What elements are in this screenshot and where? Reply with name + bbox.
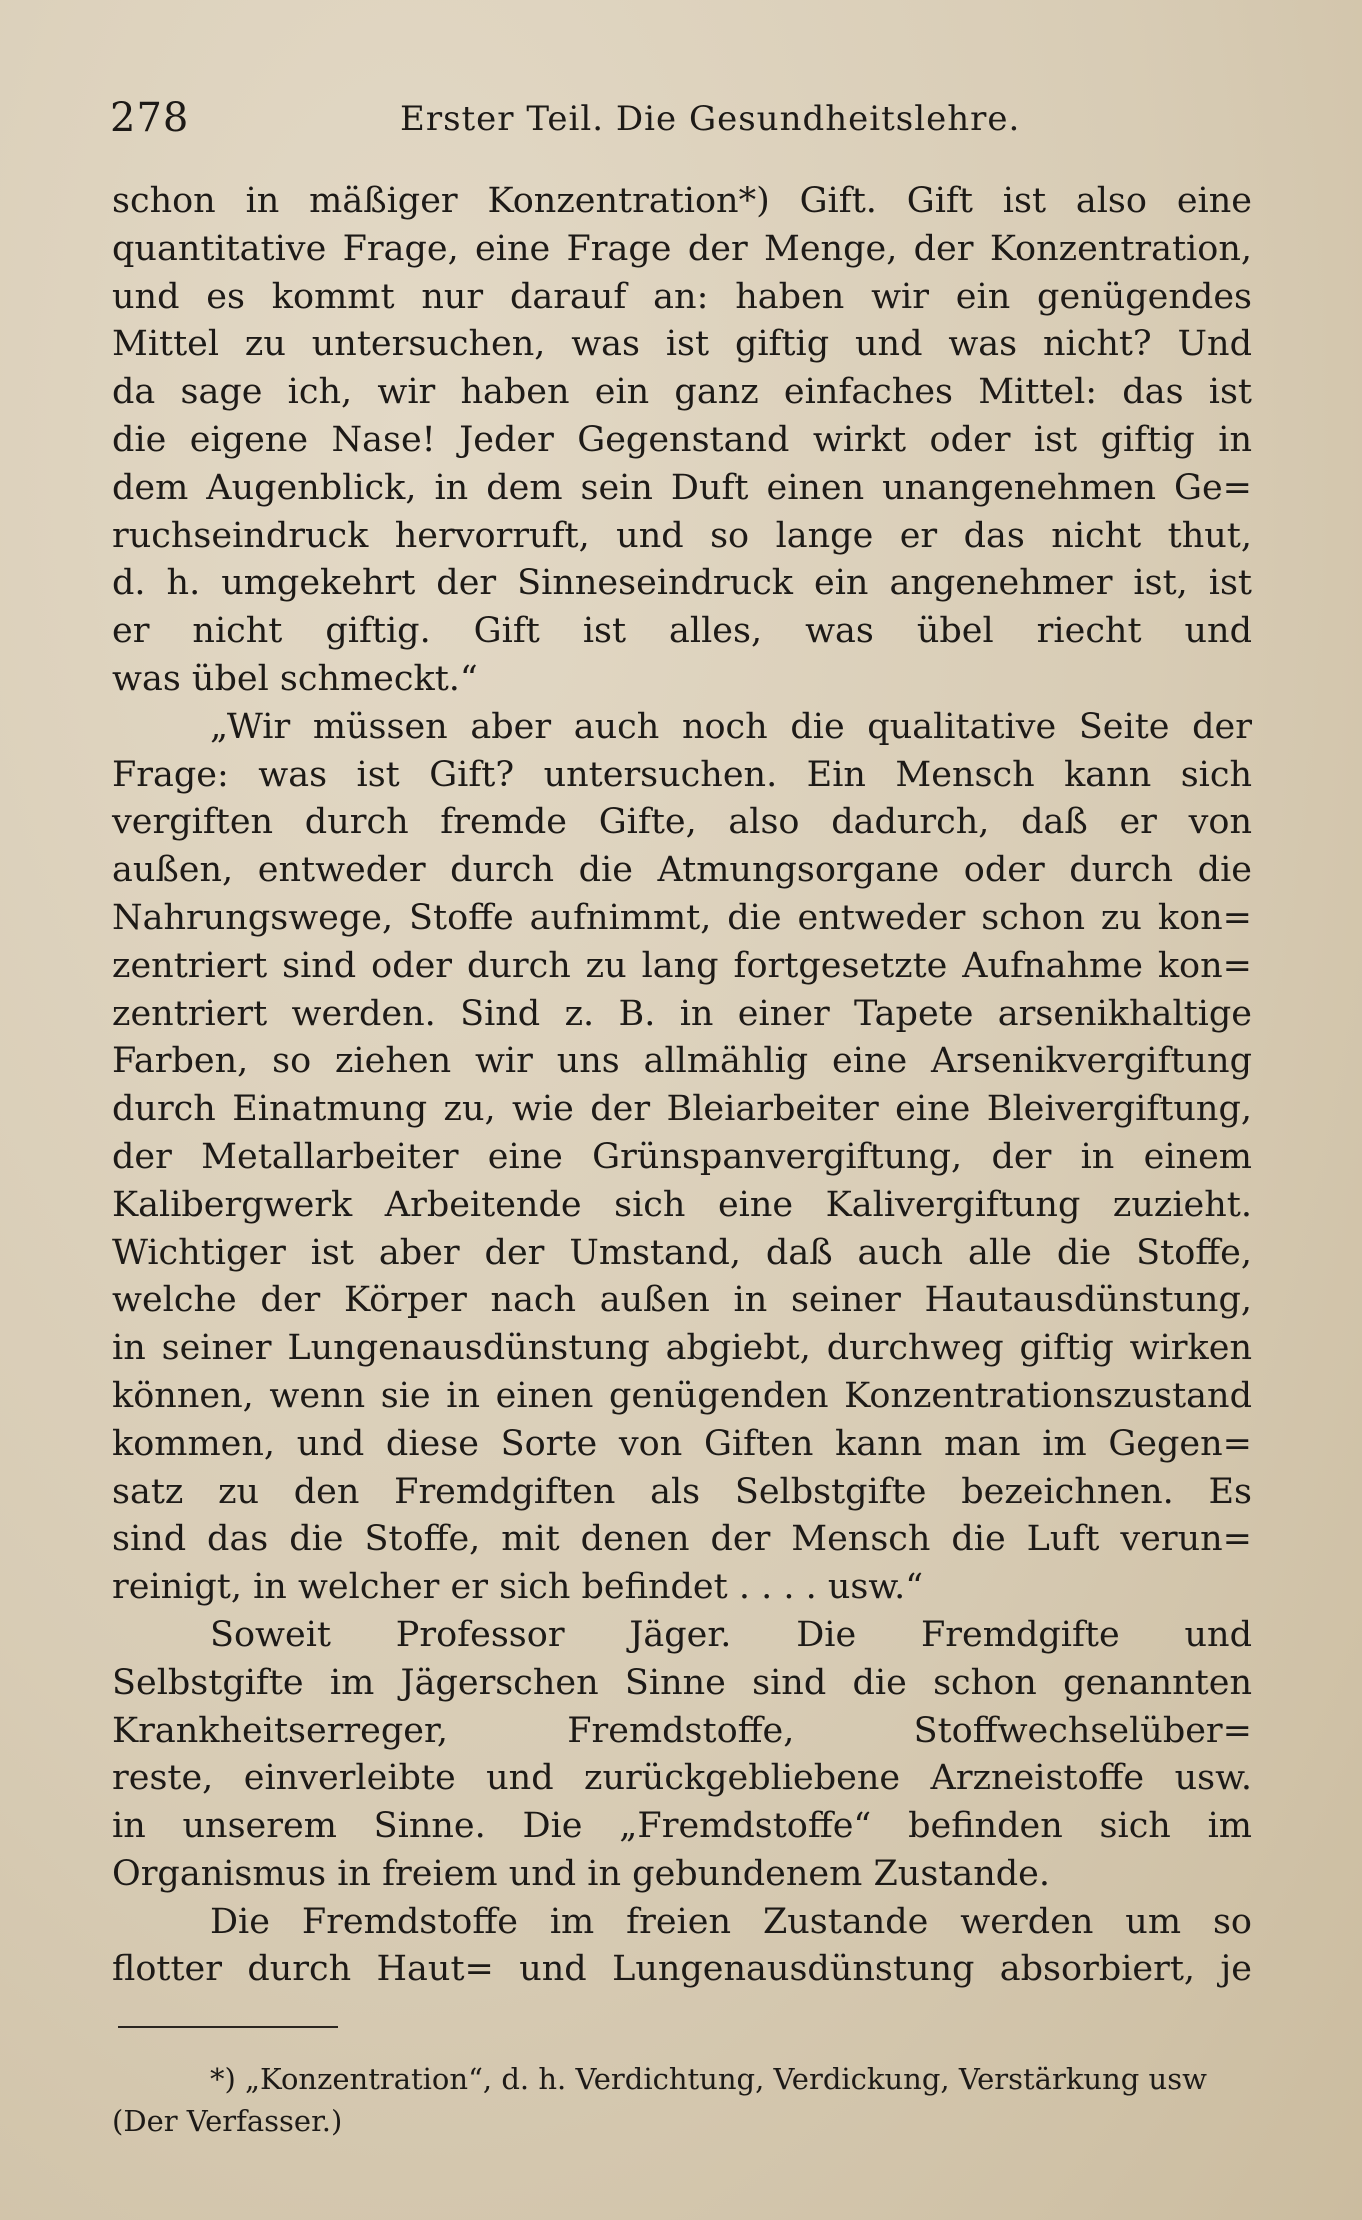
text-line: reinigt, in welcher er sich befindet . . . . usw.“ bbox=[112, 1567, 924, 1608]
text-line: d. h. umgekehrt der Sinneseindruck ein angenehmer ist, ist bbox=[112, 563, 1252, 604]
text-line: flotter durch Haut= und Lungenausdünstung absorbiert, je bbox=[112, 1949, 1252, 1990]
text-line: satz zu den Fremdgiften als Selbstgifte bezeichnen. Es bbox=[112, 1471, 1252, 1512]
text-line: Wichtiger ist aber der Umstand, daß auch alle die Stoffe, bbox=[112, 1232, 1252, 1273]
text-line: Nahrungswege, Stoffe aufnimmt, die entweder schon zu kon= bbox=[112, 897, 1252, 938]
text-line: quantitative Frage, eine Frage der Menge, der Konzentration, bbox=[112, 228, 1252, 269]
text-line: Frage: was ist Gift? untersuchen. Ein Mensch kann sich bbox=[112, 754, 1252, 795]
text-line: Die Fremdstoffe im freien Zustande werden um so bbox=[210, 1901, 1252, 1942]
text-line: und es kommt nur darauf an: haben wir ein genügendes bbox=[112, 276, 1252, 317]
text-line: Krankheitserreger, Fremdstoffe, Stoffwechselüber= bbox=[112, 1710, 1252, 1751]
running-head: Erster Teil. Die Gesundheitslehre. bbox=[400, 99, 1021, 139]
text-line: können, wenn sie in einen genügenden Konzentrationszustand bbox=[112, 1375, 1252, 1416]
text-line: schon in mäßiger Konzentration*) Gift. Gift ist also eine bbox=[112, 181, 1252, 221]
footnote-divider bbox=[118, 2026, 338, 2028]
text-line: kommen, und diese Sorte von Giften kann man im Gegen= bbox=[112, 1423, 1252, 1464]
text-line: reste, einverleibte und zurückgebliebene Arzneistoffe usw. bbox=[112, 1758, 1252, 1799]
text-line: durch Einatmung zu, wie der Bleiarbeiter eine Bleivergiftung, bbox=[112, 1089, 1252, 1130]
text-line: Kalibergwerk Arbeitende sich eine Kalivergiftung zuzieht. bbox=[112, 1184, 1252, 1225]
text-line: die eigene Nase! Jeder Gegenstand wirkt oder ist giftig in bbox=[112, 419, 1252, 460]
text-line: Soweit Professor Jäger. Die Fremdgifte und bbox=[210, 1614, 1252, 1655]
text-line: zentriert werden. Sind z. B. in einer Tapete arsenikhaltige bbox=[112, 993, 1252, 1034]
text-line: Organismus in freiem und in gebundenem Zustande. bbox=[112, 1853, 1050, 1894]
text-line: was übel schmeckt.“ bbox=[112, 658, 478, 699]
text-line: er nicht giftig. Gift ist alles, was übel riecht und bbox=[112, 611, 1252, 652]
text-line: vergiften durch fremde Gifte, also dadurch, daß er von bbox=[112, 802, 1252, 843]
text-line: in unserem Sinne. Die „Fremdstoffe“ befinden sich im bbox=[112, 1806, 1252, 1847]
text-line: Mittel zu untersuchen, was ist giftig und was nicht? Und bbox=[112, 324, 1252, 365]
text-line: welche der Körper nach außen in seiner Hautausdünstung, bbox=[112, 1280, 1252, 1321]
text-line: in seiner Lungenausdünstung abgiebt, durchweg giftig wirken bbox=[112, 1328, 1252, 1369]
body-text bbox=[112, 178, 1252, 1994]
footnote-line: *) „Konzentration“, d. h. Verdichtung, Verdickung, Verstärkung usw bbox=[210, 2062, 1207, 2096]
footnote-line: (Der Verfasser.) bbox=[112, 2104, 343, 2138]
text-line: zentriert sind oder durch zu lang fortgesetzte Aufnahme kon= bbox=[112, 945, 1252, 986]
text-line: sind das die Stoffe, mit denen der Mensch die Luft verun= bbox=[112, 1519, 1252, 1560]
text-line: Selbstgifte im Jägerschen Sinne sind die schon genannten bbox=[112, 1662, 1252, 1703]
footnote bbox=[112, 2058, 1252, 2142]
page-number: 278 bbox=[110, 95, 190, 141]
text-line: „Wir müssen aber auch noch die qualitative Seite der bbox=[210, 706, 1252, 747]
text-line: ruchseindruck hervorruft, und so lange er das nicht thut, bbox=[112, 515, 1252, 556]
text-line: dem Augenblick, in dem sein Duft einen unangenehmen Ge= bbox=[112, 467, 1252, 508]
page-header bbox=[110, 95, 1260, 155]
text-line: da sage ich, wir haben ein ganz einfaches Mittel: das ist bbox=[112, 372, 1252, 413]
text-line: der Metallarbeiter eine Grünspanvergiftung, der in einem bbox=[112, 1136, 1252, 1177]
text-line: Farben, so ziehen wir uns allmählig eine Arsenikvergiftung bbox=[112, 1041, 1252, 1082]
text-line: außen, entweder durch die Atmungsorgane oder durch die bbox=[112, 850, 1252, 891]
